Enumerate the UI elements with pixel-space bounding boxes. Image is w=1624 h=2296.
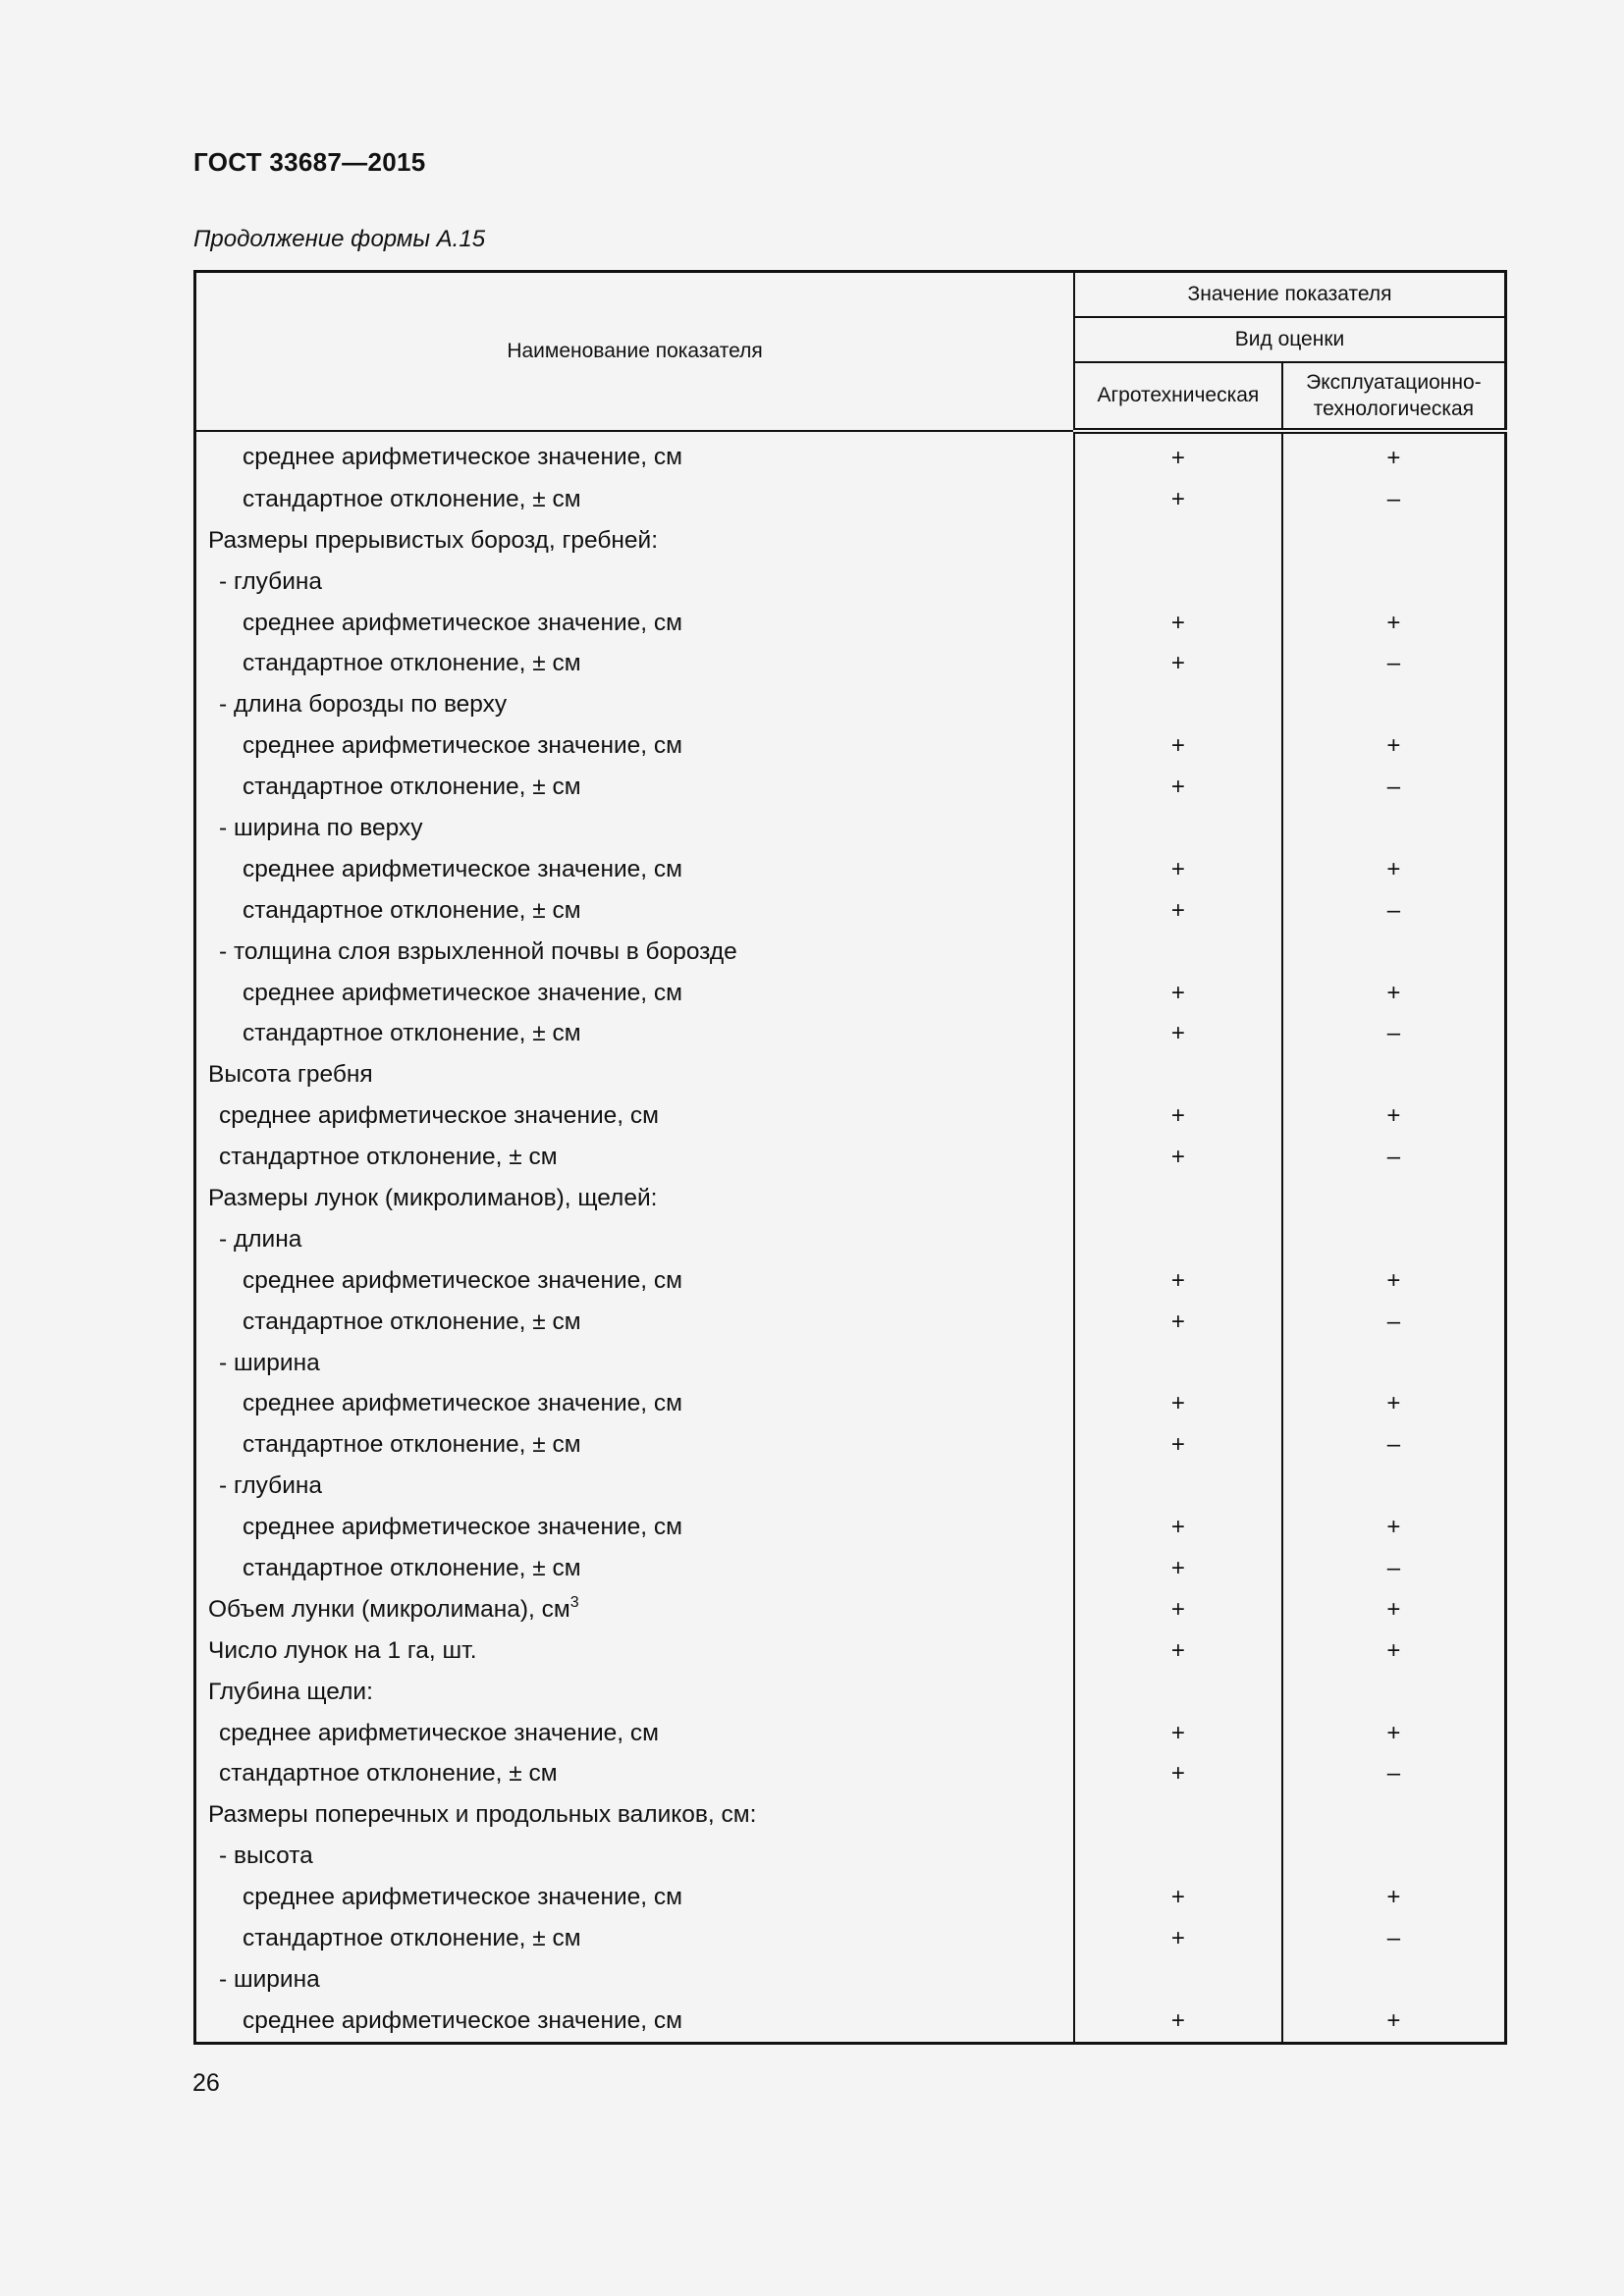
indicator-name-cell xyxy=(195,1178,1075,1219)
operational-mark xyxy=(1282,1959,1506,2001)
indicator-label: среднее арифметическое значение, см xyxy=(243,443,682,470)
table-row xyxy=(195,2001,1506,2043)
indicator-name-cell xyxy=(195,932,1075,973)
indicator-name-cell xyxy=(195,1424,1075,1466)
indicator-name-cell xyxy=(195,1672,1075,1713)
agrotechnical-mark: + xyxy=(1074,603,1282,644)
indicator-label: стандартное отклонение, ± см xyxy=(243,1020,581,1047)
indicator-label: - длина борозды по верху xyxy=(219,691,508,719)
indicator-name-cell xyxy=(195,1013,1075,1054)
agrotechnical-mark: + xyxy=(1074,1013,1282,1054)
operational-mark: + xyxy=(1282,973,1506,1014)
operational-mark: – xyxy=(1282,479,1506,520)
table-row xyxy=(195,1095,1506,1137)
agrotechnical-mark xyxy=(1074,1343,1282,1384)
indicator-label: среднее арифметическое значение, см xyxy=(219,1719,659,1746)
table-row xyxy=(195,1630,1506,1672)
operational-mark: + xyxy=(1282,1095,1506,1137)
operational-mark: + xyxy=(1282,603,1506,644)
operational-mark: – xyxy=(1282,1424,1506,1466)
agrotechnical-mark xyxy=(1074,1219,1282,1260)
indicator-label: - ширина по верху xyxy=(219,814,423,841)
table-row xyxy=(195,849,1506,890)
table-row xyxy=(195,431,1506,479)
table-row xyxy=(195,932,1506,973)
indicator-label: стандартное отклонение, ± см xyxy=(243,485,581,512)
operational-mark: + xyxy=(1282,1630,1506,1672)
agrotechnical-mark xyxy=(1074,1672,1282,1713)
indicator-name-cell xyxy=(195,431,1075,479)
indicator-name-cell xyxy=(195,1877,1075,1918)
table-row xyxy=(195,1713,1506,1754)
agrotechnical-mark: + xyxy=(1074,1507,1282,1548)
indicator-label: среднее арифметическое значение, см xyxy=(243,1390,682,1417)
indicator-name-cell xyxy=(195,1343,1075,1384)
indicator-name-cell xyxy=(195,1054,1075,1095)
table-body xyxy=(195,431,1506,2043)
indicator-name-cell xyxy=(195,767,1075,808)
indicator-name-cell xyxy=(195,603,1075,644)
agrotechnical-mark: + xyxy=(1074,1095,1282,1137)
indicator-name-cell xyxy=(195,1137,1075,1178)
operational-mark xyxy=(1282,1178,1506,1219)
table-row xyxy=(195,1548,1506,1589)
operational-mark: – xyxy=(1282,1548,1506,1589)
table-row xyxy=(195,890,1506,932)
indicator-label: - ширина xyxy=(219,1349,320,1376)
operational-mark xyxy=(1282,1794,1506,1836)
indicator-label: стандартное отклонение, ± см xyxy=(219,1144,558,1171)
operational-mark: – xyxy=(1282,1918,1506,1959)
table-row xyxy=(195,725,1506,767)
indicator-name-cell xyxy=(195,643,1075,684)
operational-mark: + xyxy=(1282,1589,1506,1630)
indicator-name-cell xyxy=(195,1713,1075,1754)
col-header-assessment-type: Вид оценки xyxy=(1074,317,1505,362)
table-header xyxy=(195,272,1506,432)
agrotechnical-mark xyxy=(1074,1836,1282,1877)
indicator-name-cell xyxy=(195,2001,1075,2043)
operational-mark xyxy=(1282,1466,1506,1507)
agrotechnical-mark xyxy=(1074,561,1282,603)
operational-mark: + xyxy=(1282,1713,1506,1754)
operational-mark: + xyxy=(1282,431,1506,479)
table-row xyxy=(195,520,1506,561)
table-row xyxy=(195,1302,1506,1343)
operational-mark: + xyxy=(1282,1507,1506,1548)
indicator-name-cell xyxy=(195,1630,1075,1672)
agrotechnical-mark: + xyxy=(1074,849,1282,890)
indicator-label: - длина xyxy=(219,1225,302,1253)
operational-mark: + xyxy=(1282,2001,1506,2043)
operational-mark: – xyxy=(1282,643,1506,684)
indicator-label: среднее арифметическое значение, см xyxy=(243,979,682,1006)
operational-mark xyxy=(1282,1054,1506,1095)
operational-mark: + xyxy=(1282,1877,1506,1918)
indicator-label: среднее арифметическое значение, см xyxy=(243,855,682,882)
indicator-name-cell xyxy=(195,1302,1075,1343)
operational-mark: – xyxy=(1282,1137,1506,1178)
indicator-label: стандартное отклонение, ± см xyxy=(243,896,581,924)
table-row xyxy=(195,1137,1506,1178)
indicator-name-cell xyxy=(195,1794,1075,1836)
document-title: ГОСТ 33687—2015 xyxy=(193,147,426,177)
agrotechnical-mark: + xyxy=(1074,725,1282,767)
indicator-label: среднее арифметическое значение, см xyxy=(219,1102,659,1130)
agrotechnical-mark xyxy=(1074,684,1282,725)
agrotechnical-mark xyxy=(1074,520,1282,561)
indicator-name-cell xyxy=(195,725,1075,767)
indicator-name-cell xyxy=(195,849,1075,890)
operational-mark: + xyxy=(1282,849,1506,890)
indicator-label: Размеры прерывистых борозд, гребней: xyxy=(208,526,659,554)
table-row xyxy=(195,1178,1506,1219)
indicator-label: среднее арифметическое значение, см xyxy=(243,2006,682,2034)
agrotechnical-mark: + xyxy=(1074,973,1282,1014)
table-row xyxy=(195,1672,1506,1713)
agrotechnical-mark xyxy=(1074,1466,1282,1507)
form-caption: Продолжение формы А.15 xyxy=(193,226,486,252)
indicator-table xyxy=(193,270,1507,2045)
agrotechnical-mark: + xyxy=(1074,1630,1282,1672)
table-row xyxy=(195,1877,1506,1918)
indicator-label: среднее арифметическое значение, см xyxy=(243,1514,682,1541)
agrotechnical-mark: + xyxy=(1074,1383,1282,1424)
agrotechnical-mark: + xyxy=(1074,1877,1282,1918)
table-row xyxy=(195,1466,1506,1507)
operational-mark xyxy=(1282,1836,1506,1877)
indicator-label: Число лунок на 1 га, шт. xyxy=(208,1636,477,1664)
table-row xyxy=(195,808,1506,849)
agrotechnical-mark: + xyxy=(1074,1754,1282,1795)
table-row xyxy=(195,1836,1506,1877)
operational-mark: + xyxy=(1282,725,1506,767)
indicator-name-cell xyxy=(195,890,1075,932)
table-row xyxy=(195,1260,1506,1302)
operational-mark: – xyxy=(1282,1754,1506,1795)
agrotechnical-mark: + xyxy=(1074,479,1282,520)
operational-mark: – xyxy=(1282,767,1506,808)
agrotechnical-mark: + xyxy=(1074,643,1282,684)
table-row xyxy=(195,1013,1506,1054)
indicator-name-cell xyxy=(195,561,1075,603)
table-row xyxy=(195,561,1506,603)
indicator-name-cell xyxy=(195,1383,1075,1424)
agrotechnical-mark: + xyxy=(1074,1589,1282,1630)
indicator-name-cell xyxy=(195,684,1075,725)
indicator-label: стандартное отклонение, ± см xyxy=(243,774,581,801)
table-row xyxy=(195,1918,1506,1959)
indicator-label: Высота гребня xyxy=(208,1061,373,1089)
indicator-label: среднее арифметическое значение, см xyxy=(243,609,682,636)
indicator-label: стандартное отклонение, ± см xyxy=(243,650,581,677)
table-row xyxy=(195,1383,1506,1424)
agrotechnical-mark: + xyxy=(1074,1260,1282,1302)
indicator-label: среднее арифметическое значение, см xyxy=(243,732,682,760)
table-row xyxy=(195,1054,1506,1095)
agrotechnical-mark: + xyxy=(1074,1302,1282,1343)
operational-mark: – xyxy=(1282,1302,1506,1343)
table-row xyxy=(195,767,1506,808)
operational-mark: – xyxy=(1282,890,1506,932)
table-row xyxy=(195,603,1506,644)
table-row xyxy=(195,1424,1506,1466)
agrotechnical-mark xyxy=(1074,1178,1282,1219)
table-row xyxy=(195,1959,1506,2001)
indicator-name-cell xyxy=(195,479,1075,520)
indicator-name-cell xyxy=(195,1959,1075,2001)
operational-mark xyxy=(1282,561,1506,603)
agrotechnical-mark: + xyxy=(1074,1918,1282,1959)
indicator-name-cell xyxy=(195,1219,1075,1260)
operational-mark xyxy=(1282,1343,1506,1384)
agrotechnical-mark: + xyxy=(1074,1548,1282,1589)
indicator-label: стандартное отклонение, ± см xyxy=(243,1308,581,1335)
indicator-name-cell xyxy=(195,1836,1075,1877)
agrotechnical-mark xyxy=(1074,808,1282,849)
agrotechnical-mark: + xyxy=(1074,1137,1282,1178)
indicator-name-cell xyxy=(195,1466,1075,1507)
table-row xyxy=(195,973,1506,1014)
indicator-name-cell xyxy=(195,1507,1075,1548)
indicator-name-cell xyxy=(195,1095,1075,1137)
agrotechnical-mark: + xyxy=(1074,890,1282,932)
operational-mark xyxy=(1282,808,1506,849)
indicator-label: среднее арифметическое значение, см xyxy=(243,1884,682,1911)
indicator-label: среднее арифметическое значение, см xyxy=(243,1266,682,1294)
operational-mark xyxy=(1282,1219,1506,1260)
indicator-name-cell xyxy=(195,520,1075,561)
table-row xyxy=(195,479,1506,520)
agrotechnical-mark: + xyxy=(1074,1424,1282,1466)
agrotechnical-mark xyxy=(1074,1794,1282,1836)
indicator-label: стандартное отклонение, ± см xyxy=(243,1431,581,1459)
agrotechnical-mark: + xyxy=(1074,2001,1282,2043)
indicator-name-cell xyxy=(195,1260,1075,1302)
indicator-label: - толщина слоя взрыхленной почвы в борозде xyxy=(219,937,737,965)
indicator-name-cell xyxy=(195,1548,1075,1589)
indicator-label: стандартное отклонение, ± см xyxy=(219,1760,558,1788)
indicator-label: стандартное отклонение, ± см xyxy=(243,1925,581,1951)
col-header-operational: Эксплуатационно-технологическая xyxy=(1282,362,1506,431)
operational-mark xyxy=(1282,520,1506,561)
operational-mark: + xyxy=(1282,1383,1506,1424)
operational-mark: + xyxy=(1282,1260,1506,1302)
table-row xyxy=(195,1343,1506,1384)
indicator-label: Размеры поперечных и продольных валиков, см: xyxy=(208,1801,757,1829)
table-row xyxy=(195,684,1506,725)
indicator-label: стандартное отклонение, ± см xyxy=(243,1554,581,1581)
indicator-label: - ширина xyxy=(219,1965,320,1993)
indicator-label: - глубина xyxy=(219,1472,323,1500)
indicator-name-cell xyxy=(195,1589,1075,1630)
indicator-name-cell xyxy=(195,1918,1075,1959)
table-row xyxy=(195,643,1506,684)
operational-mark xyxy=(1282,932,1506,973)
indicator-label: Глубина щели: xyxy=(208,1678,373,1705)
indicator-label: Объем лунки (микролимана), см xyxy=(208,1595,570,1623)
col-header-indicator-name: Наименование показателя xyxy=(195,272,1075,432)
unit-superscript: 3 xyxy=(569,1593,579,1611)
agrotechnical-mark xyxy=(1074,1054,1282,1095)
operational-mark xyxy=(1282,1672,1506,1713)
indicator-name-cell xyxy=(195,808,1075,849)
agrotechnical-mark xyxy=(1074,932,1282,973)
indicator-name-cell xyxy=(195,973,1075,1014)
operational-mark: – xyxy=(1282,1013,1506,1054)
indicator-label: - глубина xyxy=(219,567,323,595)
page-number: 26 xyxy=(192,2069,220,2097)
agrotechnical-mark: + xyxy=(1074,431,1282,479)
indicator-label: - высота xyxy=(219,1842,313,1870)
table-row xyxy=(195,1219,1506,1260)
indicator-label: Размеры лунок (микролиманов), щелей: xyxy=(208,1184,658,1211)
col-header-indicator-value: Значение показателя xyxy=(1074,272,1505,318)
agrotechnical-mark: + xyxy=(1074,1713,1282,1754)
indicator-name-cell xyxy=(195,1754,1075,1795)
agrotechnical-mark: + xyxy=(1074,767,1282,808)
col-header-agrotechnical: Агротехническая xyxy=(1074,362,1282,431)
table-row xyxy=(195,1507,1506,1548)
table-row xyxy=(195,1589,1506,1630)
agrotechnical-mark xyxy=(1074,1959,1282,2001)
operational-mark xyxy=(1282,684,1506,725)
table-row xyxy=(195,1794,1506,1836)
table-row xyxy=(195,1754,1506,1795)
